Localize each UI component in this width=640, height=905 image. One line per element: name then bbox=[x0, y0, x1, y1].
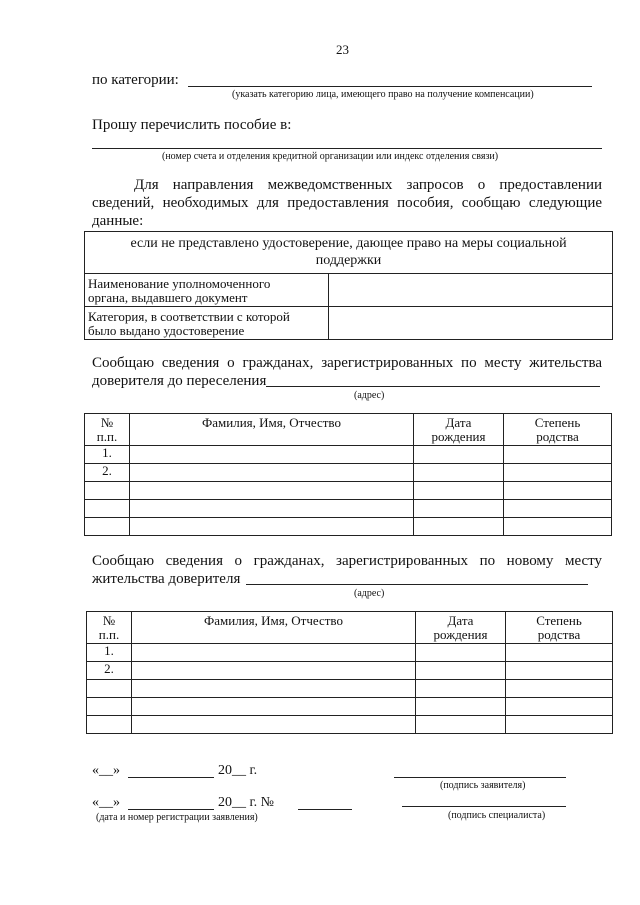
birth-cell[interactable] bbox=[414, 482, 504, 500]
relation-cell[interactable] bbox=[506, 716, 613, 734]
section2-line-1: Сообщаю сведения о гражданах, зарегистрированных по новому месту bbox=[92, 553, 602, 569]
registration-date-day: «__» bbox=[92, 795, 120, 810]
specialist-signature-hint: (подпись специалиста) bbox=[448, 810, 546, 821]
table-row bbox=[85, 518, 612, 536]
relation-cell[interactable] bbox=[506, 680, 613, 698]
col-no-header: № п.п. bbox=[87, 612, 132, 644]
name-cell[interactable] bbox=[132, 716, 416, 734]
applicant-date-year: 20__ г. bbox=[218, 763, 258, 778]
name-cell[interactable] bbox=[132, 662, 416, 680]
row-number: 1. bbox=[87, 644, 132, 662]
page-number: 23 bbox=[336, 42, 349, 57]
registration-number-line[interactable] bbox=[298, 809, 352, 810]
section1-address-hint: (адрес) bbox=[354, 390, 385, 401]
col-relation-header: Степень родства bbox=[504, 414, 612, 446]
applicant-date-day: «__» bbox=[92, 763, 120, 778]
section1-line-1: Сообщаю сведения о гражданах, зарегистрированных по месту жительства bbox=[92, 355, 602, 371]
col-name-header: Фамилия, Имя, Отчество bbox=[132, 612, 416, 644]
registration-date-month-line[interactable] bbox=[128, 809, 214, 810]
category-field-line[interactable] bbox=[188, 86, 592, 87]
table-row bbox=[85, 500, 612, 518]
row-number: 2. bbox=[85, 464, 130, 482]
persons-table-after bbox=[86, 611, 613, 734]
birth-cell[interactable] bbox=[414, 500, 504, 518]
relation-cell[interactable] bbox=[504, 482, 612, 500]
section2-line-2: жительства доверителя bbox=[92, 571, 241, 587]
table-row bbox=[87, 662, 613, 680]
specialist-signature-line[interactable] bbox=[402, 806, 566, 807]
relation-cell[interactable] bbox=[506, 662, 613, 680]
table-row bbox=[87, 698, 613, 716]
birth-cell[interactable] bbox=[414, 446, 504, 464]
transfer-hint: (номер счета и отделения кредитной организации или индекс отделения связи) bbox=[162, 151, 499, 162]
table-row bbox=[87, 644, 613, 662]
name-cell[interactable] bbox=[130, 446, 414, 464]
col-relation-header: Степень родства bbox=[506, 612, 613, 644]
row-number[interactable] bbox=[85, 482, 130, 500]
category-hint: (указать категорию лица, имеющего право на получение компенсации) bbox=[232, 89, 534, 100]
section2-address-hint: (адрес) bbox=[354, 588, 385, 599]
applicant-signature-line[interactable] bbox=[394, 777, 566, 778]
applicant-date-month-line[interactable] bbox=[128, 777, 214, 778]
birth-cell[interactable] bbox=[416, 698, 506, 716]
row-number[interactable] bbox=[85, 518, 130, 536]
persons-table-before bbox=[84, 413, 612, 536]
table-row bbox=[85, 482, 612, 500]
row-number[interactable] bbox=[87, 716, 132, 734]
relation-cell[interactable] bbox=[506, 644, 613, 662]
col-no-header: № п.п. bbox=[85, 414, 130, 446]
name-cell[interactable] bbox=[130, 500, 414, 518]
name-cell[interactable] bbox=[132, 698, 416, 716]
row-number: 1. bbox=[85, 446, 130, 464]
col-birth-header: Дата рождения bbox=[416, 612, 506, 644]
birth-cell[interactable] bbox=[416, 662, 506, 680]
section2-address-line[interactable] bbox=[246, 584, 588, 585]
applicant-signature-hint: (подпись заявителя) bbox=[440, 780, 526, 791]
name-cell[interactable] bbox=[132, 644, 416, 662]
birth-cell[interactable] bbox=[416, 716, 506, 734]
row-number[interactable] bbox=[87, 698, 132, 716]
category-label: по категории: bbox=[92, 72, 179, 88]
request-line-1: Для направления межведомственных запросов о предоставлении bbox=[134, 177, 602, 193]
certificate-table bbox=[84, 231, 613, 340]
relation-cell[interactable] bbox=[504, 500, 612, 518]
table-row bbox=[85, 464, 612, 482]
relation-cell[interactable] bbox=[504, 446, 612, 464]
table-row bbox=[85, 446, 612, 464]
birth-cell[interactable] bbox=[414, 464, 504, 482]
registration-hint: (дата и номер регистрации заявления) bbox=[96, 812, 258, 823]
issuing-authority-value[interactable] bbox=[329, 274, 613, 307]
issuing-authority-label: Наименование уполномоченного органа, выдавшего документ bbox=[85, 274, 329, 307]
certificate-category-value[interactable] bbox=[329, 307, 613, 340]
row-number[interactable] bbox=[87, 680, 132, 698]
certificate-category-label: Категория, в соответствии с которой было выдано удостоверение bbox=[85, 307, 329, 340]
certificate-table-header: если не представлено удостоверение, дающее право на меры социальной поддержки bbox=[85, 232, 613, 274]
table-row bbox=[87, 680, 613, 698]
name-cell[interactable] bbox=[132, 680, 416, 698]
section1-line-2: доверителя до переселения bbox=[92, 373, 267, 389]
transfer-label: Прошу перечислить пособие в: bbox=[92, 117, 292, 133]
request-line-3: данные: bbox=[92, 213, 144, 229]
relation-cell[interactable] bbox=[504, 464, 612, 482]
row-number[interactable] bbox=[85, 500, 130, 518]
birth-cell[interactable] bbox=[416, 644, 506, 662]
section1-address-line[interactable] bbox=[266, 386, 600, 387]
table-row bbox=[87, 716, 613, 734]
col-name-header: Фамилия, Имя, Отчество bbox=[130, 414, 414, 446]
name-cell[interactable] bbox=[130, 518, 414, 536]
name-cell[interactable] bbox=[130, 464, 414, 482]
row-number: 2. bbox=[87, 662, 132, 680]
relation-cell[interactable] bbox=[504, 518, 612, 536]
registration-number-prefix: 20__ г. № bbox=[218, 795, 275, 810]
transfer-field-line[interactable] bbox=[92, 148, 602, 149]
birth-cell[interactable] bbox=[416, 680, 506, 698]
relation-cell[interactable] bbox=[506, 698, 613, 716]
col-birth-header: Дата рождения bbox=[414, 414, 504, 446]
request-line-2: сведений, необходимых для предоставления пособия, сообщаю следующие bbox=[92, 195, 602, 211]
name-cell[interactable] bbox=[130, 482, 414, 500]
birth-cell[interactable] bbox=[414, 518, 504, 536]
